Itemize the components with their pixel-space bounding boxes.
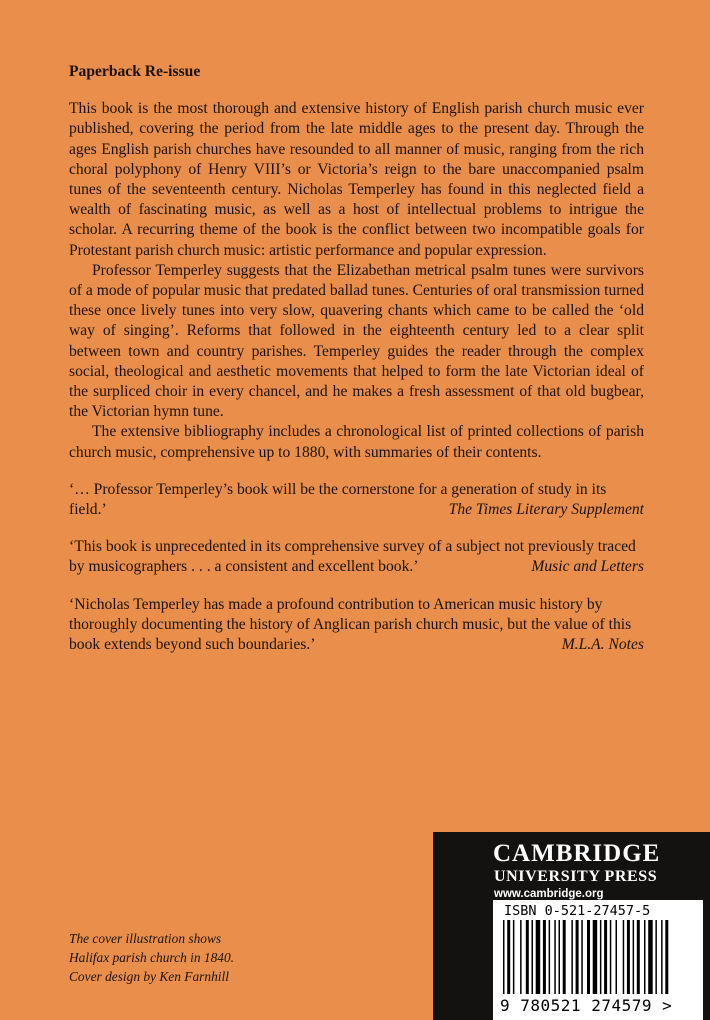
publisher-subtitle: UNIVERSITY PRESS <box>494 868 658 885</box>
publisher-name: CAMBRIDGE <box>493 840 661 867</box>
reissue-heading: Paperback Re-issue <box>69 63 201 80</box>
credit-line: Cover design by Ken Farnhill <box>69 969 229 984</box>
barcode-bar <box>536 920 541 994</box>
review-quote-3 <box>69 595 644 656</box>
barcode-bar <box>593 920 598 994</box>
barcode-bar <box>507 920 510 994</box>
barcode-bar <box>571 920 573 994</box>
barcode-bar <box>576 920 579 994</box>
barcode-bar <box>563 920 566 994</box>
barcode-bar <box>587 920 590 994</box>
barcode-bar <box>559 920 561 994</box>
description-paragraph-1: This book is the most thorough and extensive history of English parish church music ever published, covering the period from the late middle ages to the present day. Through the ages English parish churches have resounded to all manner of music, ranging from the rich choral polyphony of Henry VIII’s or Victoria’s reign to the bare unaccompanied psalm tunes of the seventeenth century. Nicholas Temperley has found in this neglected field a wealth of fascinating music, as well as a host of intellectual problems to intrigue the scholar. A recurring theme of the book is the conflict between two incompatible goals for Protestant parish church music: artistic performance and popular expression. <box>69 100 644 259</box>
barcode-bar <box>661 920 663 994</box>
description-paragraph-2: Professor Temperley suggests that the Elizabethan metrical psalm tunes were survivors of a mode of popular music that predated ballad tunes. Centuries of oral transmission turned these once lively tunes into very slow, quavering chants which came to be called the ‘old way of singing’. Reforms that followed in the eighteenth century led to a clear split between town and country parishes. Temperley guides the reader through the complex social, theological and aesthetic movements that helped to form the late Victorian ideal of the surpliced choir in every chancel, and he makes a fresh assessment of that old bugbear, the Victorian hymn tune. <box>69 261 644 421</box>
review-quote-1 <box>69 480 644 520</box>
review-quote-source: M.L.A. Notes <box>561 636 644 654</box>
barcode-bar <box>623 920 625 994</box>
barcode-bar <box>644 920 646 994</box>
barcode-bar <box>503 920 505 994</box>
barcode-bar <box>549 920 551 994</box>
barcode-bar <box>633 920 635 994</box>
ean-number: 9 780521 274579 > <box>500 996 673 1015</box>
review-quote-source: Music and Letters <box>531 558 644 576</box>
review-quote-text: ‘This book is unprecedented in its comprehensive survey of a subject not previously traced by musicographers . . . a consistent and excellent book.’ <box>69 538 636 576</box>
credit-line: Halifax parish church in 1840. <box>69 950 235 965</box>
review-quote-source: The Times Literary Supplement <box>448 501 644 519</box>
barcode-bar <box>648 920 653 994</box>
barcode-bar <box>627 920 630 994</box>
cover-credits <box>69 929 234 986</box>
barcode-bar <box>520 920 522 994</box>
credit-line: The cover illustration shows <box>69 931 222 946</box>
review-quote-text: ‘Nicholas Temperley has made a profound contribution to American music history by thoroughly documenting the history of Anglican parish church music, but the value of this book extends beyond such boundaries.’ <box>69 595 632 654</box>
review-quote-2 <box>69 537 644 577</box>
barcode-bar <box>610 920 612 994</box>
barcode-bar <box>543 920 546 994</box>
description-paragraph-3: The extensive bibliography includes a chronological list of printed collections of parish church music, comprehensive up to 1880, with summaries of their contents. <box>69 423 644 461</box>
barcode-bar <box>513 920 515 994</box>
barcode-bar <box>600 920 602 994</box>
barcode-bar <box>637 920 640 994</box>
publisher-url: www.cambridge.org <box>494 888 604 900</box>
isbn-text: ISBN 0-521-27457-5 <box>504 903 651 919</box>
review-quote-text: ‘… Professor Temperley’s book will be the cornerstone for a generation of study in its field.’ <box>69 480 607 519</box>
barcode-bar <box>532 920 534 994</box>
barcode-bar <box>604 920 607 994</box>
barcode-bar <box>616 920 618 994</box>
back-cover-text <box>69 62 644 655</box>
barcode-label <box>493 900 703 1020</box>
barcode-bar <box>526 920 529 994</box>
barcode-bar <box>581 920 583 994</box>
barcode-graphic <box>501 920 695 996</box>
barcode-bar <box>655 920 657 994</box>
barcode-bar <box>665 920 668 994</box>
barcode-bar <box>554 920 556 994</box>
